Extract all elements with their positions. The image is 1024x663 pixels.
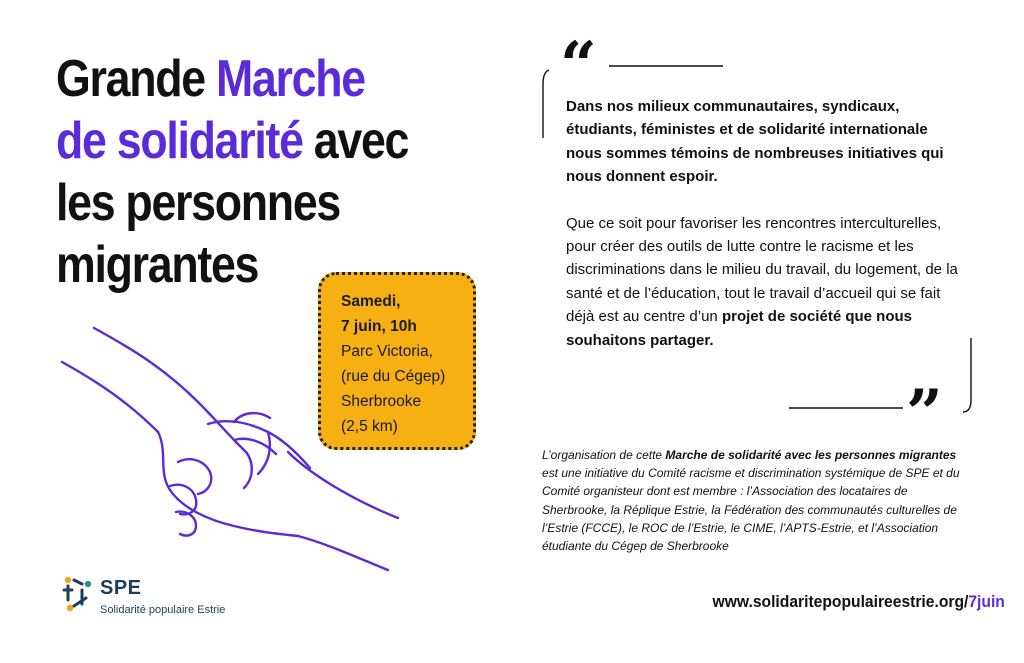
event-day: Samedi, bbox=[341, 293, 401, 310]
organizers-note-rest: est une initiative du Comité racisme et discrimination systémique de SPE et du Comité organisteur dont est membre : l’Association des locataires de Sherbrooke, la Réplique Estrie, la Fédération des communautés culturelles de l’Estrie (FCCE), le ROC de l’Estrie, le CIME, l’APTS-Estrie, et l’Association étudiante du Cégep de Sherbrooke bbox=[542, 466, 960, 554]
logo-name: SPE bbox=[100, 577, 142, 599]
quote-close-icon: ” bbox=[906, 376, 943, 451]
quote-body bbox=[566, 95, 966, 375]
title-part-personnes: les personnes bbox=[56, 174, 340, 232]
quote-paragraph-2-emphasis: projet de société que nous souhaitons partager. bbox=[566, 308, 912, 349]
quote-paragraph-1: Dans nos milieux communautaires, syndicaux, étudiants, féministes et de solidarité internationale nous sommes témoins de nombreuses initiatives qui nous donnent espoir. bbox=[566, 98, 944, 186]
title-part-marche: Marche bbox=[215, 50, 365, 108]
logo-subtitle: Solidarité populaire Estrie bbox=[100, 604, 226, 616]
event-place-street: (rue du Cégep) bbox=[341, 368, 446, 385]
organizers-note bbox=[542, 446, 962, 555]
event-city: Sherbrooke bbox=[341, 393, 422, 410]
title-part-avec: avec bbox=[302, 112, 409, 170]
page-title bbox=[56, 48, 417, 296]
event-distance: (2,5 km) bbox=[341, 418, 398, 435]
title-part-grande: Grande bbox=[56, 50, 216, 108]
spe-logo bbox=[60, 574, 260, 624]
website-link-domain: www.solidaritepopulaireestrie.org/ bbox=[712, 592, 969, 611]
organizers-note-event: Marche de solidarité avec les personnes migrantes bbox=[665, 448, 957, 462]
title-part-solidarite: de solidarité bbox=[56, 112, 303, 170]
quote-paragraph-2-text: Que ce soit pour favoriser les rencontres interculturelles, pour créer des outils de lutte contre le racisme et les discriminations dans le milieu du travail, du logement, de la santé et de l’éducation, tout le travail d’accueil qui se fait déjà est au centre d’un bbox=[566, 214, 958, 326]
website-link-path: 7juin bbox=[968, 592, 1005, 611]
event-date-time: 7 juin, 10h bbox=[341, 318, 417, 335]
website-link[interactable] bbox=[712, 592, 1005, 612]
quote-open-icon: “ bbox=[560, 28, 597, 103]
spe-logo-icon bbox=[60, 574, 96, 614]
event-details-box bbox=[318, 272, 476, 450]
title-part-migrantes: migrantes bbox=[56, 236, 259, 294]
organizers-note-intro: L’organisation de cette bbox=[542, 448, 666, 462]
quote-paragraph-2 bbox=[566, 212, 966, 352]
event-place: Parc Victoria, bbox=[341, 343, 433, 360]
